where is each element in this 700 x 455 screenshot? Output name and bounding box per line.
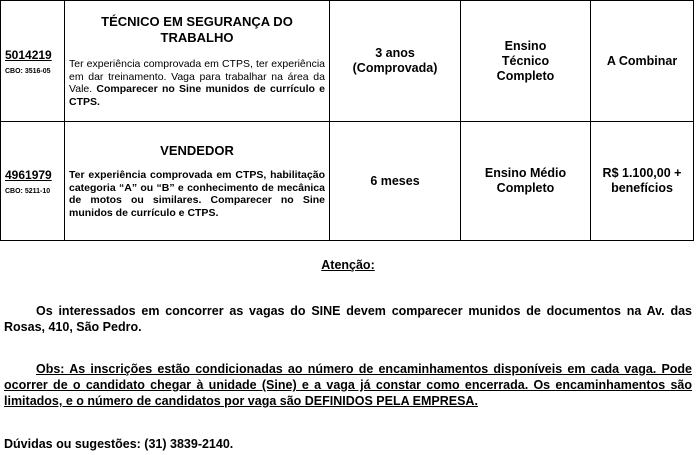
job-description-text: Ter experiência comprovada em CTPS, habilitação categoria “A” ou “B” e conhecimento de mecânica de motos ou similares. [69,169,325,206]
job-salary: R$ 1.100,00 + benefícios [602,166,682,195]
job-education: Ensino Técnico Completo [496,38,555,83]
job-code-cell [1,1,65,122]
job-experience-cell [330,122,461,241]
job-description-cell [65,122,330,241]
notice-observation: Obs: As inscrições estão condicionadas ao número de encaminhamentos disponíveis em cada vaga. Pode ocorrer de o candidato chegar à unidade (Sine) e a vaga já constar como encerrada. Os encaminhamentos são limitados, e o número de candidatos por vaga são DEFINIDOS PELA EMPRESA. [4,362,692,408]
job-experience-cell [330,1,461,122]
job-cbo: CBO: 5211-10 [5,187,51,195]
job-title: VENDEDOR [160,143,234,158]
job-description [65,169,329,219]
job-code: 5014219 [5,47,52,62]
job-salary-cell [591,122,694,241]
job-description-bold: Comparecer no Sine munidos de currículo e CTPS. [69,194,325,219]
notice-paragraph: Os interessados em concorrer as vagas do SINE devem comparecer munidos de documentos na Av. das Rosas, 410, São Pedro. [4,304,692,334]
job-experience: 6 meses [370,173,420,188]
job-description-cell [65,1,330,122]
job-education: Ensino Médio Completo [484,166,567,195]
job-salary-cell [591,1,694,122]
job-row [1,1,694,122]
job-cbo: CBO: 3516-05 [5,67,51,75]
job-title: TÉCNICO EM SEGURANÇA DO TRABALHO [101,14,293,45]
job-code-cell [1,122,65,241]
job-code: 4961979 [5,167,52,182]
job-description-bold: Comparecer no Sine munidos de currículo e CTPS. [69,83,325,108]
notice-heading: Atenção: [321,258,375,272]
job-salary: A Combinar [606,53,678,68]
job-row [1,122,694,241]
job-education-cell [461,122,591,241]
contact-info: Dúvidas ou sugestões: (31) 3839-2140. [4,437,234,451]
job-description [65,58,329,108]
job-education-cell [461,1,591,122]
job-description-text: Ter experiência comprovada em CTPS, ter experiência em dar treinamento. Vaga para trabalhar na área da Vale. [69,58,325,95]
job-experience: 3 anos (Comprovada) [352,46,438,75]
